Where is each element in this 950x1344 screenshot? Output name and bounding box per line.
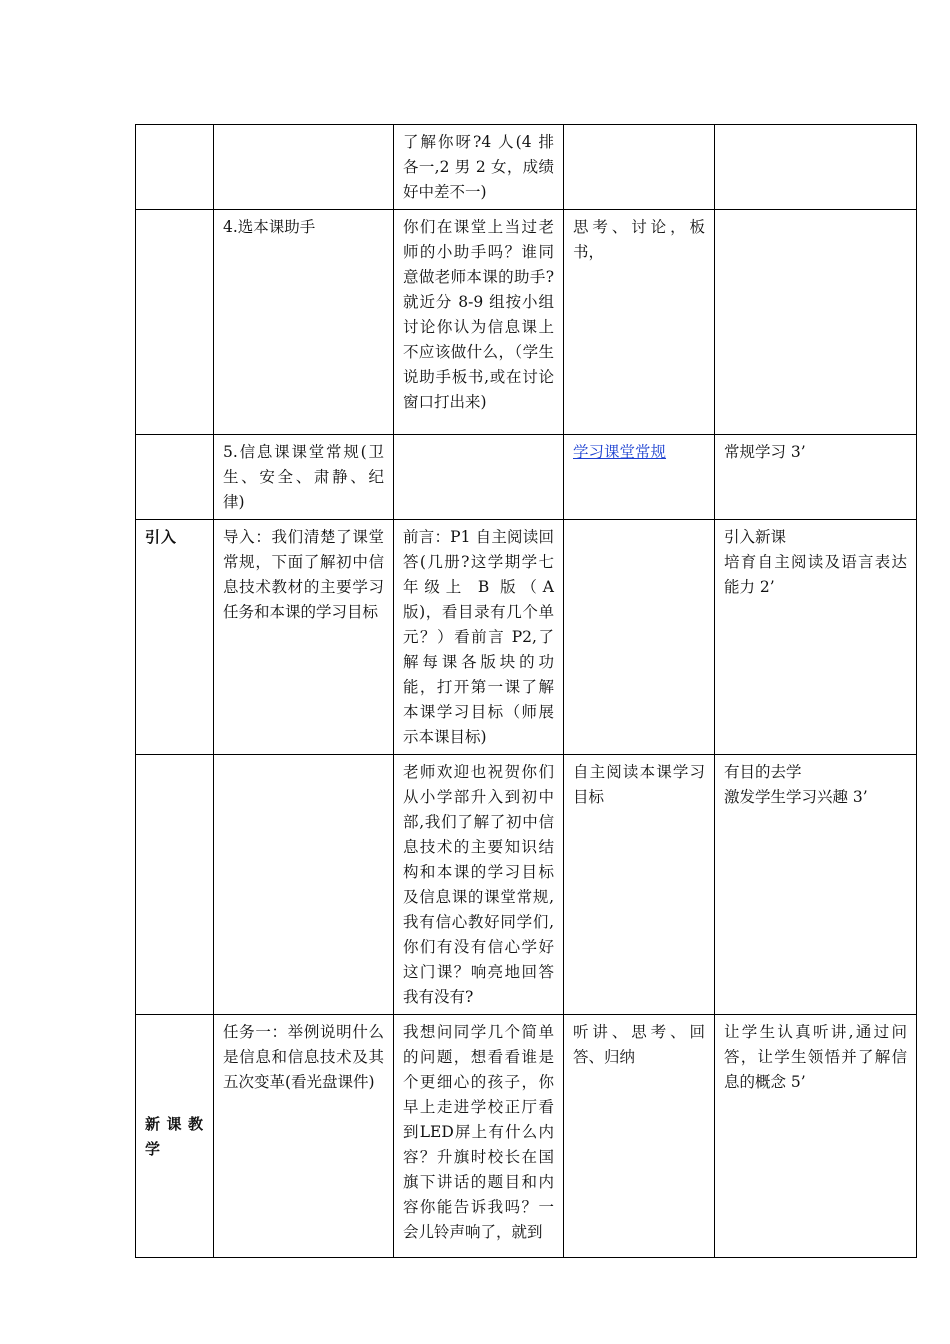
design-intent-cell: [715, 755, 917, 1015]
stage-cell: [136, 435, 214, 520]
step-cell: [214, 755, 394, 1015]
teacher-activity-cell: 你们在课堂上当过老师的小助手吗？谁同意做老师本课的助手?就近分 8-9 组按小组讨论你认为信息课上不应该做什么，（学生说助手板书,或在讨论窗口打出来): [394, 210, 564, 435]
learn-class-rules-link[interactable]: 学习课堂常规: [573, 443, 667, 461]
student-activity-cell: 自主阅读本课学习目标: [564, 755, 715, 1015]
intent-line: 引入新课: [724, 528, 787, 546]
intent-line: 培育自主阅读及语言表达能力 2’: [724, 553, 907, 596]
teacher-activity-cell: 老师欢迎也祝贺你们从小学部升入到初中部,我们了解了初中信息技术的主要知识结构和本课的学习目标及信息课的课堂常规,我有信心教好同学们,你们有没有信心学好这门课？响亮地回答我有没有?: [394, 755, 564, 1015]
lesson-plan-table: [135, 124, 917, 1258]
teacher-activity-cell: 我想问同学几个简单的问题，想看看谁是个更细心的孩子，你早上走进学校正厅看到LED屏上有什么内容？升旗时校长在国旗下讲话的题目和内容你能告诉我吗？一会儿铃声响了，就到: [394, 1015, 564, 1258]
student-activity-cell: [564, 520, 715, 755]
stage-cell: [136, 125, 214, 210]
teacher-activity-cell: 前言：P1 自主阅读回答(几册?这学期学七年级上 B 版（A 版)，看目录有几个单元？）看前言 P2,了解每课各版块的功能，打开第一课了解本课学习目标（师展示本课目标): [394, 520, 564, 755]
student-activity-cell: [564, 125, 715, 210]
table-row: [136, 125, 917, 210]
step-cell: [214, 125, 394, 210]
intent-line: 让学生认真听讲,通过问答，让学生领悟并了解信息的概念 5’: [724, 1023, 907, 1091]
table-row: [136, 520, 917, 755]
stage-cell: [136, 210, 214, 435]
table-row: [136, 435, 917, 520]
stage-cell: [136, 755, 214, 1015]
step-cell: 5.信息课课堂常规(卫生、安全、肃静、纪律): [214, 435, 394, 520]
student-activity-cell: 听讲、思考、回答、归纳: [564, 1015, 715, 1258]
design-intent-cell: [715, 210, 917, 435]
table-row: [136, 210, 917, 435]
table-row: [136, 755, 917, 1015]
teacher-activity-cell: 了解你呀?4 人(4 排各一,2 男 2 女，成绩好中差不一): [394, 125, 564, 210]
teacher-activity-cell: [394, 435, 564, 520]
step-cell: 导入：我们清楚了课堂常规，下面了解初中信息技术教材的主要学习任务和本课的学习目标: [214, 520, 394, 755]
student-activity-cell: 思考、讨论，板书，: [564, 210, 715, 435]
student-activity-cell: [564, 435, 715, 520]
step-cell: 任务一：举例说明什么是信息和信息技术及其五次变革(看光盘课件): [214, 1015, 394, 1258]
stage-cell-intro: 引入: [136, 520, 214, 755]
intent-line: 激发学生学习兴趣 3’: [724, 788, 868, 806]
table-row: [136, 1015, 917, 1258]
stage-cell-new-lesson: 新课教学: [136, 1015, 214, 1258]
design-intent-cell: [715, 1015, 917, 1258]
design-intent-cell: [715, 520, 917, 755]
design-intent-cell: [715, 125, 917, 210]
intent-line: 常规学习 3’: [724, 443, 806, 461]
design-intent-cell: [715, 435, 917, 520]
intent-line: 有目的去学: [724, 763, 802, 781]
step-cell: 4.选本课助手: [214, 210, 394, 435]
